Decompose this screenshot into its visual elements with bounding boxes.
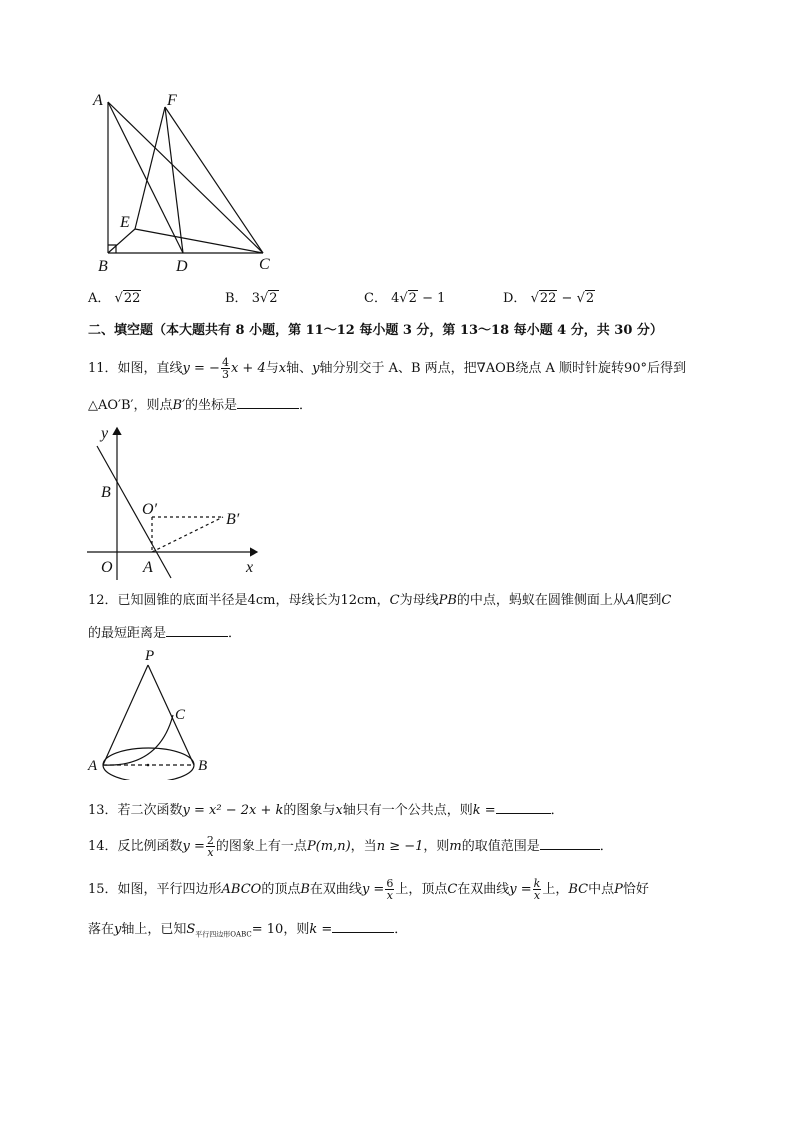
section-2-title: 二、填空题（本大题共有 8 小题，第 11～12 每小题 3 分，第 13～18 每小题 4 分，共 30 分） <box>88 323 663 338</box>
label-b: B <box>98 258 108 275</box>
label-a: A <box>88 758 98 774</box>
question-15-line-2: 落在y轴上，已知$S_{平行四边形OABC}= 10$，则k = ． <box>88 922 408 939</box>
label-b: B <box>198 758 208 774</box>
question-13: 13．若二次函数y = x² − 2x + k的图象与x轴只有一个公共点，则k = ． <box>88 803 564 818</box>
label-p: P <box>145 648 155 664</box>
question-14: 14．反比例函数y = $\frac{2}{x}$ 的图象上有一点P(m,n)，当n ≥ −1，则m的取值范围是 ． <box>88 834 613 859</box>
label-d: D <box>176 258 188 275</box>
option-d: D． √22 − √2 <box>503 291 595 306</box>
question-12-line-1: 12．已知圆锥的底面半径是4cm，母线长为12cm，C为母线PB的中点，蚂蚁在圆锥侧面上从A爬到C <box>88 593 672 608</box>
figure-1-triangles <box>85 85 285 280</box>
question-11-line-2: △AO′B′，则点B′的坐标是 ． <box>88 398 313 413</box>
label-y-axis: y <box>101 425 109 442</box>
figure-12-cone <box>85 645 215 780</box>
label-e: E <box>120 214 130 231</box>
answer-blank-15[interactable] <box>332 920 394 933</box>
label-b-prime: B′ <box>226 511 240 528</box>
answer-blank-13[interactable] <box>496 801 551 814</box>
label-a: A <box>143 559 153 576</box>
label-x-axis: x <box>246 559 254 576</box>
label-o-prime: O′ <box>142 501 158 518</box>
label-a: A <box>93 92 103 109</box>
question-12-line-2: 的最短距离是 ． <box>88 626 242 641</box>
question-15-line-1: 15．如图，平行四边形ABCO的顶点B在双曲线y = $\frac{6}{x}$ 上，顶点C在双曲线y = $\frac{k}{x}$ 上，BC中点P恰好 <box>88 877 649 902</box>
label-b: B <box>101 484 111 501</box>
answer-blank-12[interactable] <box>166 624 228 637</box>
option-c: C． 4√2 − 1 <box>364 291 446 306</box>
option-b: B． 3√2 <box>225 291 278 306</box>
figure-11-coordinate <box>85 422 270 582</box>
option-a: A． √22 <box>88 291 141 306</box>
answer-blank-11[interactable] <box>237 396 299 409</box>
question-11-line-1: 11．如图，直线y = − $\frac{4}{3}$ x + 4与x轴、y轴分别交于 A、B 两点，把∇AOB绕点 A 顺时针旋转90°后得到 <box>88 356 687 381</box>
label-o: O <box>101 559 113 576</box>
answer-blank-14[interactable] <box>540 837 600 850</box>
label-f: F <box>167 92 177 109</box>
label-c: C <box>175 707 186 723</box>
label-c: C <box>259 256 270 273</box>
